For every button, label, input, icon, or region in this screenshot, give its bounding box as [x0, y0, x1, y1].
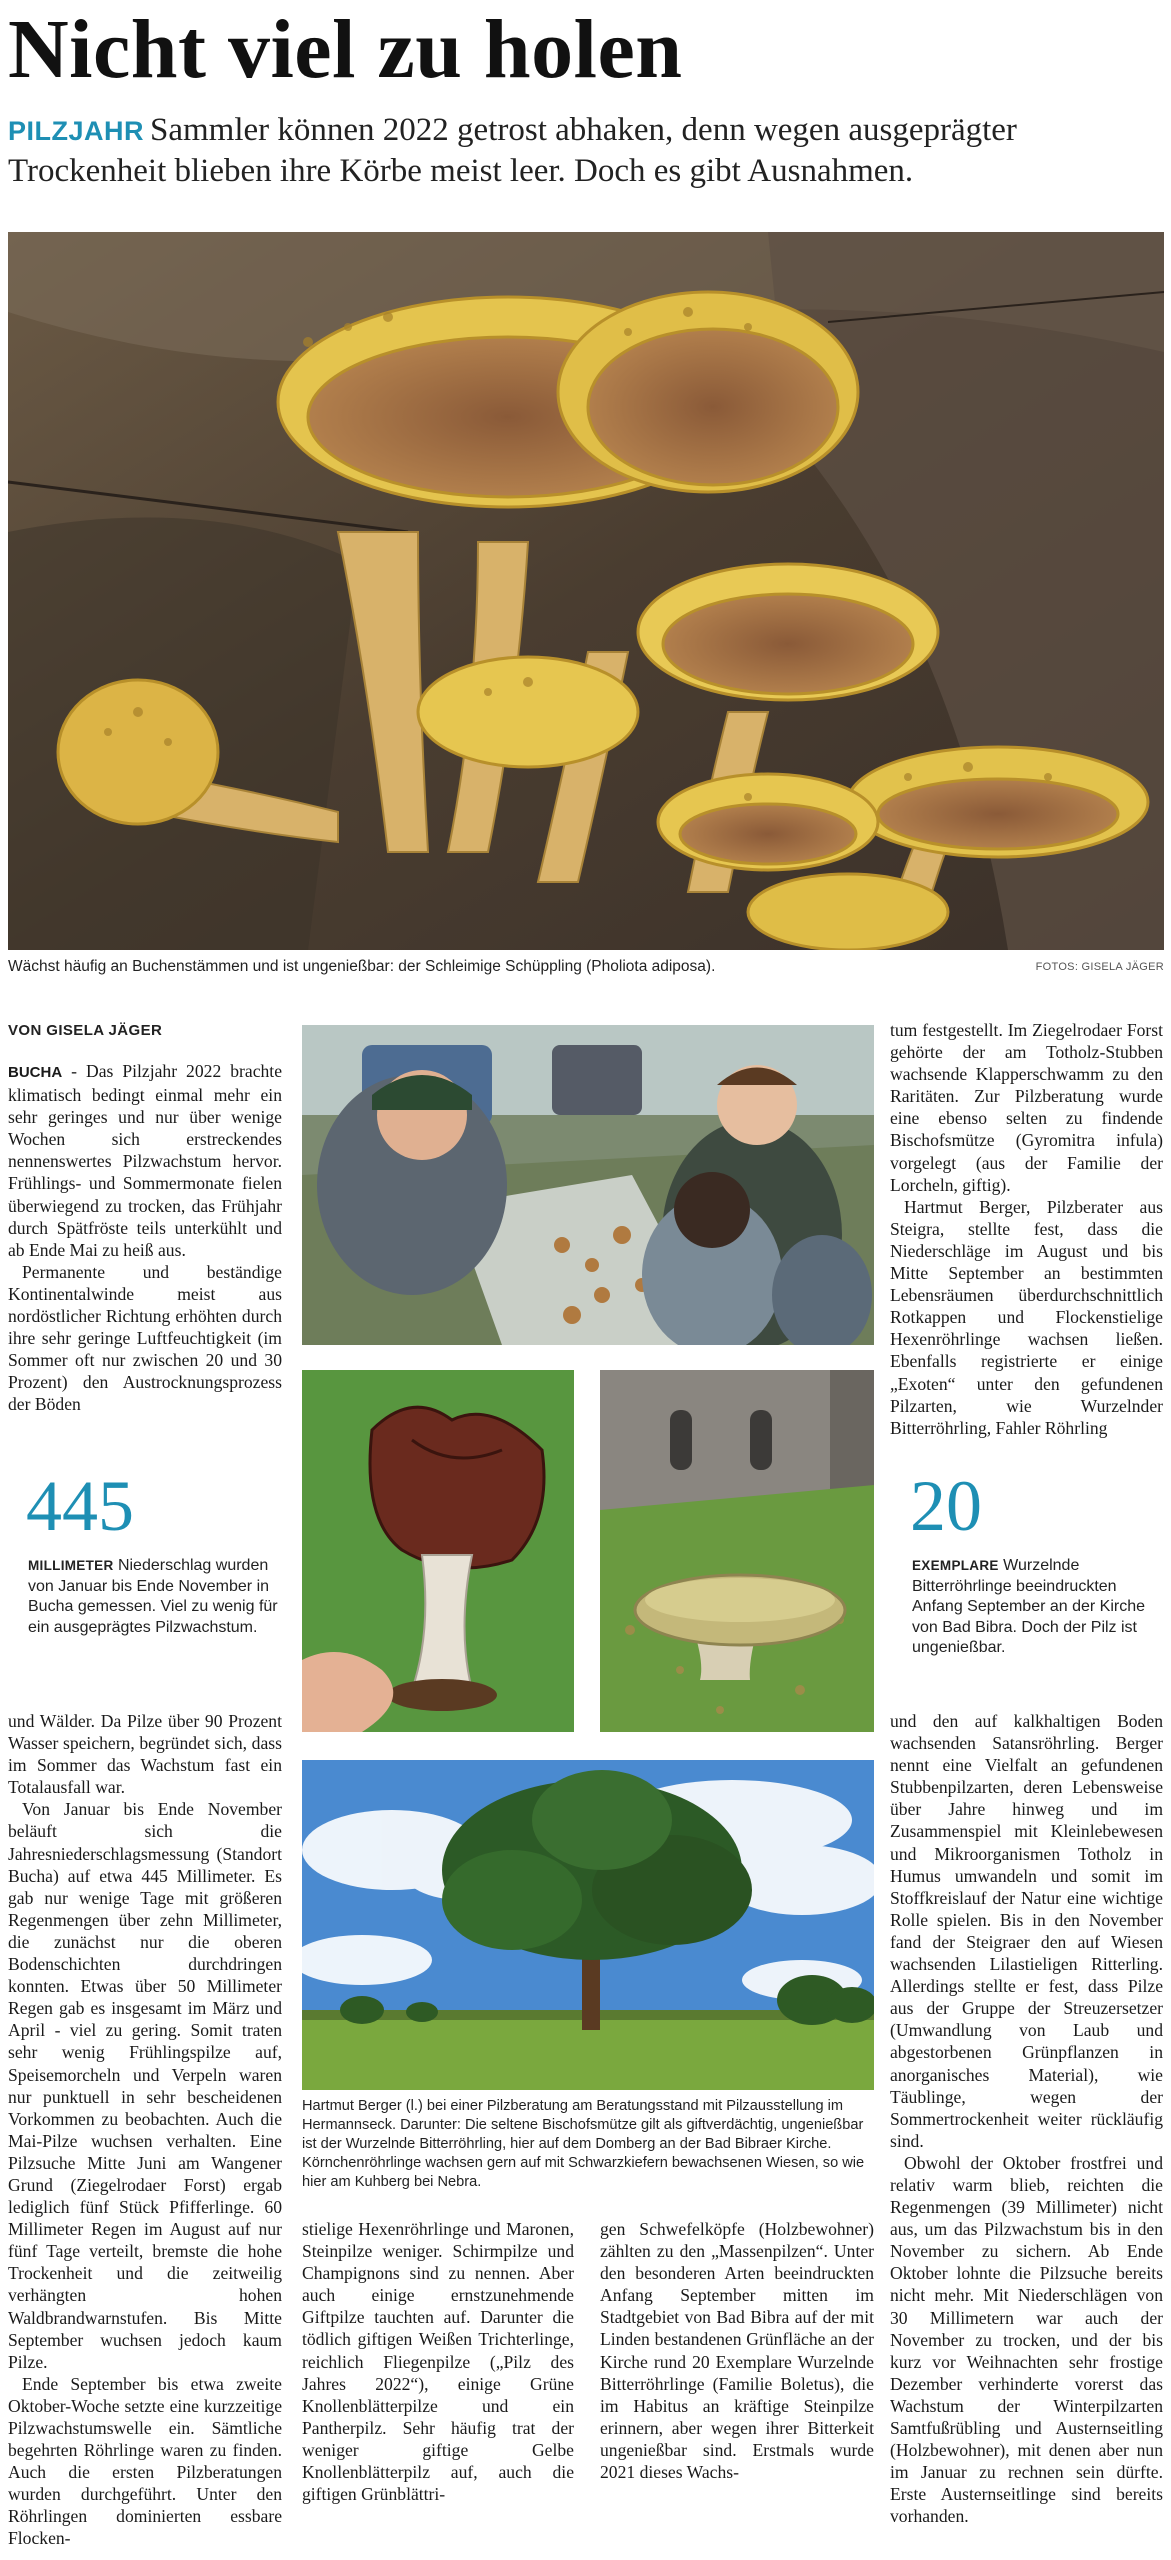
main-photo: [8, 232, 1164, 950]
photo-consultation: [302, 1025, 874, 1345]
col4-top-p1: tum festgestellt. Im Ziegelrodaer Forst gehörte der am Totholz-Stubben wachsende Klapperschwamm zu den Raritäten. Zur Pilzberatung wurde eine ebenso selten zu findende Bischofsmütze (Gyromitra infula) vorgelegt (aus der Familie der Lorcheln, giftig).: [890, 1020, 1163, 1195]
subhead-text: Sammler können 2022 getrost abhaken, denn wegen ausgeprägter Trockenheit blieben ihre Körbe meist leer. Doch es gibt Ausnahmen.: [8, 112, 1017, 189]
col1-bottom-p2: Von Januar bis Ende November beläuft sich die Jahresniederschlagsmessung (Standort Bucha) auf etwa 445 Millimeter. Es gab nur wenige Tage mit größeren Regenmengen über zehn Millimeter, die zunächst nur die oberen Bodenschichten durchdringen konnten. Etwas über 50 Millimeter Regen gab es insgesamt im März und April - viel zu gering. Somit traten sehr wenig Frühlingspilze auf, Speisemorcheln und Verpeln waren nur punktuell in sehr bescheidenen Vorkommen zu beobachten. Auch die Mai-Pilze wuchsen verhalten. Eine Pilzsuche Mitte Juni am Wangener Grund (Ziegelrodaer Forst) ergab lediglich fünf Stück Pfifferlinge. 60 Millimeter Regen im August auf nur fünf Tage verteilt, bremste die hohe Trockenheit und die zeitweilig verhängten hohen Waldbrandwarnstufen. Bis Mitte September wuchsen jedoch kaum Pilze.: [8, 1799, 282, 2372]
column-4-top: [890, 1019, 1163, 1439]
col1-bottom-p3: Ende September bis etwa zweite Oktober-Woche setzte eine kurzzeitige Pilzwachstumswelle ein. Sämtliche begehrten Röhrlinge waren zu finden. Auch die ersten Pilzberatungen wurden durchgeführt. Unter den Röhrlingen dominierten essbare Flocken-: [8, 2373, 282, 2549]
byline: VON GISELA JÄGER: [8, 1022, 163, 1039]
photo-bischofsmuetze: [302, 1370, 574, 1732]
fact-number-445: 445: [26, 1466, 134, 1546]
fact-box-precipitation: [28, 1556, 278, 1638]
column-2-bottom: [302, 2218, 574, 2505]
subhead: [8, 110, 1158, 191]
col1-top-p1: - Das Pilzjahr 2022 brachte klimatisch bedingt einmal mehr ein sehr geringes und nur über wenige Wochen sich erstreckendes nennenswertes Pilzwachstum hervor. Frühlings- und Sommermonate fielen überwiegend zu trocken, das Frühjahr durch Spätfröste teils unterkühlt und ab Ende Mai zu heiß aus.: [8, 1061, 282, 1260]
column-1-bottom: [8, 1710, 282, 2550]
mushroom-cluster-image: [8, 232, 1164, 950]
col4-top-p2: Hartmut Berger, Pilzberater aus Steigra, stellte fest, dass die Niederschläge im August und bis Mitte September an bestimmten Lebensräumen überdurchschnittlich Rotkappen und Flockenstielige Hexenröhrlinge wachsen ließen. Ebenfalls registrierte er einige „Exoten“ unter den gefundenen Pilzarten, wie Wurzelnder Bitterröhrling, Fahler Röhrling: [890, 1196, 1163, 1438]
column-1-top: [8, 1060, 282, 1416]
photo-credit: FOTOS: GISELA JÄGER: [1035, 961, 1164, 973]
fact-box-specimens: [912, 1556, 1162, 1659]
fact1-label: MILLIMETER: [28, 1558, 114, 1573]
col3-bottom-p1: gen Schwefelköpfe (Holzbewohner) zählten zu den „Massenpilzen“. Unter den besonderen Arten beeindruckten Anfang September mitten im Stadtgebiet von Bad Bibra auf der mit Linden bestandenen Grünfläche an der Kirche rund 20 Exemplare Wurzelnde Bitterröhrlinge (Familie Boletus), die im Habitus an kräftige Steinpilze erinnern, aber wegen ihrer Bitterkeit ungenießbar sind. Erstmals wurde 2021 dieses Wachs-: [600, 2219, 874, 2483]
col1-bottom-p1: und Wälder. Da Pilze über 90 Prozent Wasser speichern, begründet sich, dass im Sommer das Wachstum fast ein Totalausfall war.: [8, 1711, 282, 1798]
inner-photos-caption: Hartmut Berger (l.) bei einer Pilzberatung am Beratungsstand mit Pilzausstellung im Hermannseck. Darunter: Die seltene Bischofsmütze gilt als giftverdächtig, ungenießbar ist der Wurzelnde Bitterröhrling, hier auf dem Domberg an der Bad Bibraer Kirche. Körnchenröhrlinge wachsen gern auf mit Schwarzkiefern bewachsenen Wiesen, so wie hier am Kuhberg bei Nebra.: [302, 2098, 865, 2190]
fact-number-20: 20: [910, 1466, 982, 1546]
col4-bottom-p2: Obwohl der Oktober frostfrei und relativ warm blieb, reichten die Regenmengen (39 Millimeter) nicht aus, um das Pilzwachstum bis in den November zu sichern. Ab Ende Oktober lohnte die Pilzsuche bereits nicht mehr. Mit Niederschlägen von 30 Millimetern war auch der November zu trocken, und der bis kurz vor Weihnachten sehr frostige Dezember verhinderte vorerst das Wachstum der Winterpilzarten Samtfußrübling und Austernseitling (Holzbewohner), mit denen aber nun im Januar zu rechnen sein dürfte. Erste Austernseitlinge sind bereits vorhanden.: [890, 2152, 1163, 2527]
photo-bitterroehrling: [600, 1370, 874, 1732]
column-3-bottom: [600, 2218, 874, 2483]
location-tag: BUCHA: [8, 1064, 63, 1081]
column-4-bottom: [890, 1710, 1163, 2527]
subhead-kicker: PILZJAHR: [8, 116, 145, 146]
main-photo-caption: Wächst häufig an Buchenstämmen und ist ungenießbar: der Schleimige Schüppling (Pholiota adiposa).: [8, 958, 716, 975]
fact2-text: Wurzelnde Bitterröhrlinge beeindruckten Anfang September an der Kirche von Bad Bibra. Doch der Pilz ist ungenießbar.: [912, 1557, 1146, 1656]
col2-bottom-p1: stielige Hexenröhrlinge und Maronen, Steinpilze weniger. Schirmpilze und Champignons sind zu nennen. Aber auch einige ernstzunehmende Giftpilze tauchten auf. Darunter die tödlich giftigen Weißen Trichterlinge, reichlich Fliegenpilze („Pilz des Jahres 2022“), einige Grüne Knollenblätterpilze und ein Pantherpilz. Sehr häufig trat der weniger giftige Gelbe Knollenblätterpilz auf, auch die giftigen Grünblättri-: [302, 2219, 574, 2505]
fact2-label: EXEMPLARE: [912, 1558, 999, 1573]
fact1-text: Niederschlag wurden von Januar bis Ende November in Bucha gemessen. Viel zu wenig für ein ausgeprägtes Pilzwachstum.: [28, 1557, 278, 1636]
photo-kuhberg: [302, 1760, 874, 2090]
col1-top-p2: Permanente und beständige Kontinentalwinde meist aus nordöstlicher Richtung erhöhten durch ihre sehr geringe Luftfeuchtigkeit (im Sommer oft nur zwischen 20 und 30 Prozent) den Austrocknungsprozess der Böden: [8, 1261, 282, 1415]
col4-bottom-p1: und den auf kalkhaltigen Boden wachsenden Satansröhrling. Berger nennt eine Vielfalt an gefundenen Stubbenpilzarten, deren Lebensweise über Jahre hinweg und im Zusammenspiel mit Kleinlebewesen und Mikroorganismen Totholz in Humus umwandeln und somit im Stoffkreislauf der Natur eine wichtige Rolle spielen. Bis in den November fand der Steigraer den auf Wiesen wachsenden Lilastieligen Ritterling. Allerdings stellte er fest, dass Pilze aus der Gruppe der Streuzersetzer (Umwandlung von Laub und abgestorbenen Grünpflanzen in anorganisches Material), wie Täublinge, wegen der Sommertrockenheit weiter rückläufig sind.: [890, 1711, 1163, 2151]
headline: Nicht viel zu holen: [8, 3, 683, 96]
